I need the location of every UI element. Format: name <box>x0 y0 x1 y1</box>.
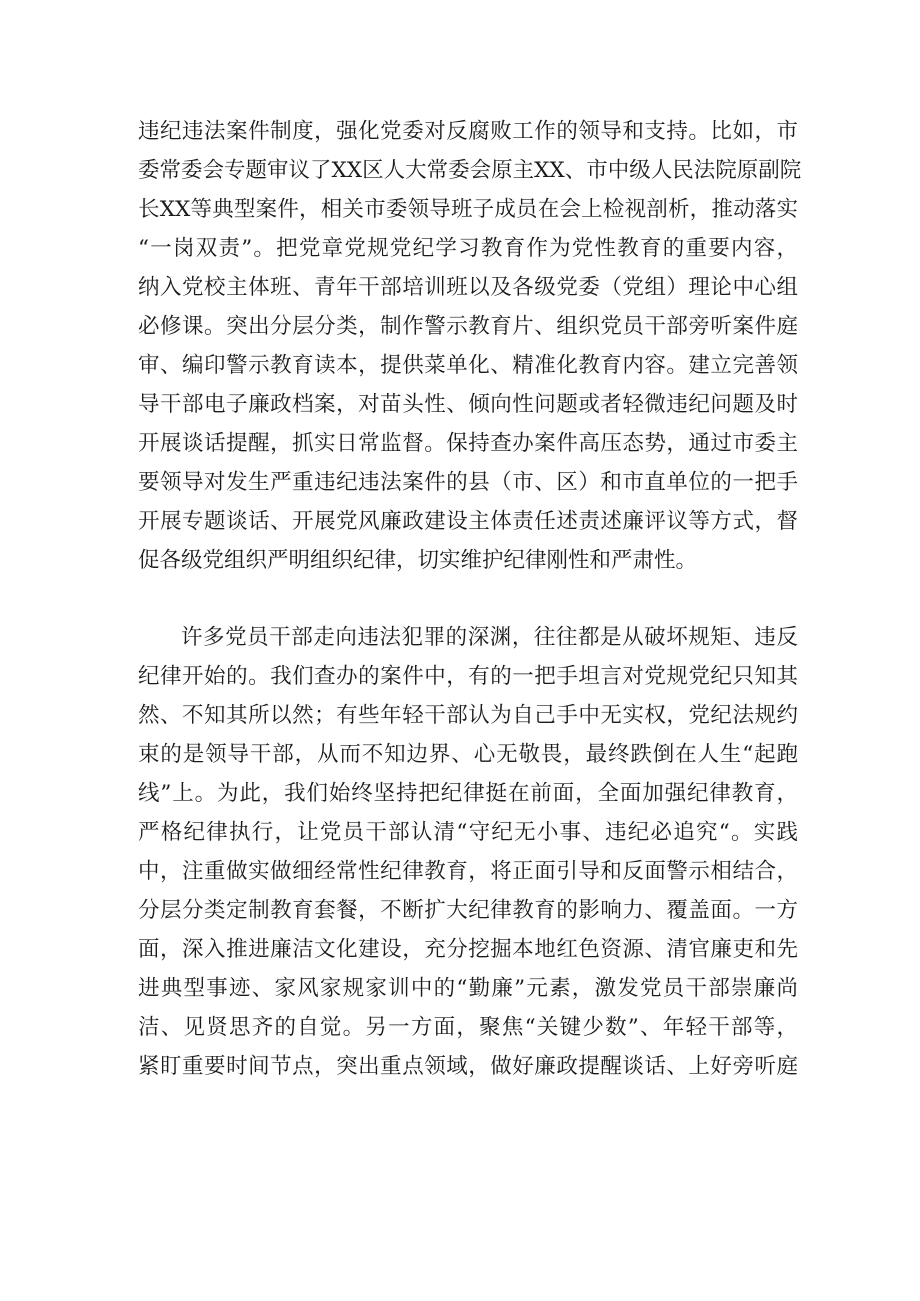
text-line: 纳入党校主体班、青年干部培训班以及各级党委（党组）理论中心组 <box>138 275 798 300</box>
text-line: 导干部电子廉政档案，对苗头性、倾向性问题或者轻微违纪问题及时 <box>138 392 798 417</box>
text-line: 然、不知其所以然；有些年轻干部认为自己手中无实权，党纪法规约 <box>138 703 798 728</box>
text-line: 必修课。突出分层分类，制作警示教育片、组织党员干部旁听案件庭 <box>138 314 798 339</box>
text-line: 洁、见贤思齐的自觉。另一方面，聚焦“关键少数”、年轻干部等， <box>138 1015 798 1040</box>
text-line: 长XX等典型案件，相关市委领导班子成员在会上检视剖析，推动落实 <box>138 197 798 222</box>
text-line: 纪律开始的。我们查办的案件中，有的一把手坦言对党规党纪只知其 <box>138 664 798 689</box>
text-line: 紧盯重要时间节点，突出重点领域，做好廉政提醒谈话、上好旁听庭 <box>138 1054 798 1079</box>
text-line: 严格纪律执行，让党员干部认清“守纪无小事、违纪必追究“。实践 <box>138 820 798 845</box>
text-line: “一岗双责”。把党章党规党纪学习教育作为党性教育的重要内容， <box>138 236 798 261</box>
text-line: 面，深入推进廉洁文化建设，充分挖掘本地红色资源、清官廉吏和先 <box>138 937 798 962</box>
paragraph-1 <box>138 112 802 580</box>
paragraph-gap <box>138 580 798 618</box>
text-line: 进典型事迹、家风家规家训中的“勤廉”元素，激发党员干部崇廉尚 <box>138 976 798 1001</box>
text-line: 委常委会专题审议了XX区人大常委会原主XX、市中级人民法院原副院 <box>138 158 802 183</box>
text-line: 束的是领导干部，从而不知边界、心无敬畏，最终跌倒在人生“起跑 <box>138 742 798 767</box>
paragraph-2 <box>138 618 798 1086</box>
text-line: 许多党员干部走向违法犯罪的深渊，往往都是从破坏规矩、违反 <box>181 625 798 650</box>
text-line: 促各级党组织严明组织纪律，切实维护纪律刚性和严肃性。 <box>138 548 698 573</box>
text-line: 开展谈话提醒，抓实日常监督。保持查办案件高压态势，通过市委主 <box>138 431 798 456</box>
document-body <box>138 112 802 1086</box>
text-line: 线”上。为此，我们始终坚持把纪律挺在前面，全面加强纪律教育， <box>138 781 798 806</box>
text-line: 要领导对发生严重违纪违法案件的县（市、区）和市直单位的一把手 <box>138 470 798 495</box>
text-line: 中，注重做实做细经常性纪律教育，将正面引导和反面警示相结合， <box>138 859 798 884</box>
text-line: 开展专题谈话、开展党风廉政建设主体责任述责述廉评议等方式，督 <box>138 509 798 534</box>
text-line: 审、编印警示教育读本，提供菜单化、精准化教育内容。建立完善领 <box>138 353 798 378</box>
text-line: 分层分类定制教育套餐，不断扩大纪律教育的影响力、覆盖面。一方 <box>138 898 798 923</box>
text-line: 违纪违法案件制度，强化党委对反腐败工作的领导和支持。比如，市 <box>138 119 798 144</box>
